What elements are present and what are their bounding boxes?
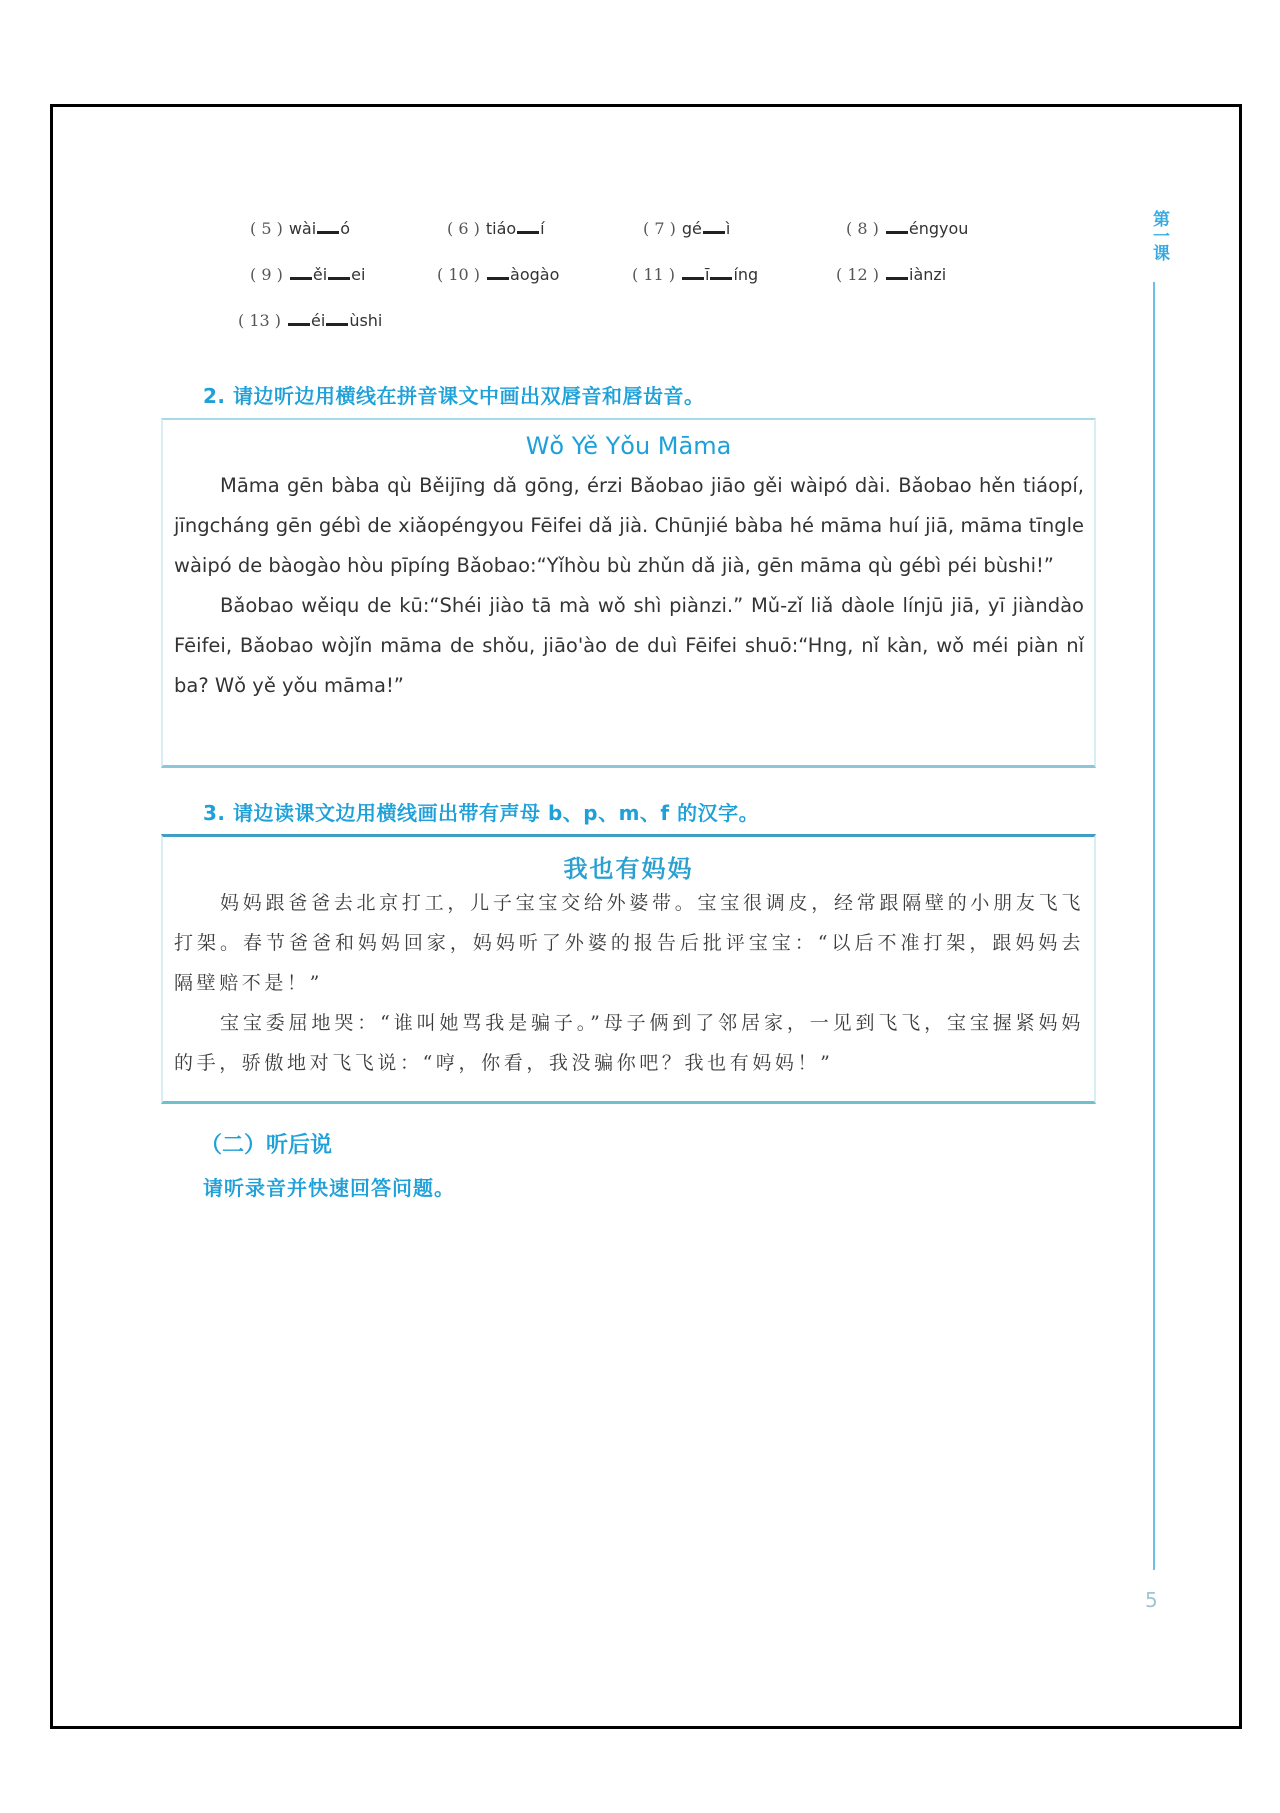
section-heading: （二）听后说 xyxy=(200,1133,333,1158)
pinyin-text-box xyxy=(161,418,1096,768)
pinyin-text: éi xyxy=(311,311,326,330)
chinese-text-box xyxy=(161,834,1096,1104)
item-number: ( 10 ) xyxy=(437,265,481,284)
fill-blank[interactable] xyxy=(290,259,312,280)
pinyin-paragraph: Bǎobao wěiqu de kū:“Shéi jiào tā mà wǒ shì piànzi.” Mǔ-zǐ liǎ dàole línjū jiā, yī jiàndào Fēifei, Bǎobao wòjǐn māma de shǒu, jiāo'ào de duì Fēifei shuō:“Hng, nǐ kàn, wǒ méi piàn nǐ ba? Wǒ yě yǒu māma!” xyxy=(174,594,1084,697)
fill-blank[interactable] xyxy=(703,213,725,234)
item-number: ( 6 ) xyxy=(447,219,480,238)
exercise-3-instruction: 3. 请边读课文边用横线画出带有声母 b、p、m、f 的汉字。 xyxy=(203,801,760,825)
fill-blank[interactable] xyxy=(487,259,509,280)
chapter-label-text: 第一课 xyxy=(1149,210,1169,261)
pinyin-text: àogào xyxy=(510,265,560,284)
exercise-item xyxy=(447,213,545,238)
item-number: ( 9 ) xyxy=(250,265,283,284)
pinyin-text: ùshi xyxy=(349,311,383,330)
pinyin-paragraph: Māma gēn bàba qù Běijīng dǎ gōng, érzi Bǎobao jiāo gěi wàipó dài. Bǎobao hěn tiáopí, jīngcháng gēn gébì de xiǎopéngyou Fēifei dǎ jià. Chūnjié bàba hé māma huí jiā, māma tīngle wàipó de bàogào hòu pīpíng Bǎobao:“Yǐhòu bù zhǔn dǎ jià, gēn māma qù gébì péi bùshi!” xyxy=(174,474,1084,577)
exercise-item xyxy=(846,213,968,238)
item-number: ( 5 ) xyxy=(250,219,283,238)
fill-blank[interactable] xyxy=(710,259,732,280)
fill-blank[interactable] xyxy=(317,213,339,234)
pinyin-text: ì xyxy=(725,219,731,238)
exercise-item xyxy=(632,259,758,284)
pinyin-text: gé xyxy=(681,219,702,238)
fill-blank[interactable] xyxy=(682,259,704,280)
section-instruction: 请听录音并快速回答问题。 xyxy=(203,1176,455,1200)
item-number: ( 13 ) xyxy=(238,311,282,330)
pinyin-text: ei xyxy=(351,265,366,284)
exercise-item xyxy=(836,259,946,284)
pinyin-text: ó xyxy=(340,219,350,238)
pinyin-text: íng xyxy=(733,265,759,284)
pinyin-text: éngyou xyxy=(908,219,969,238)
chinese-text-title: 我也有妈妈 xyxy=(563,854,694,883)
exercise-item xyxy=(643,213,730,238)
pinyin-text: ěi xyxy=(312,265,328,284)
fill-blank[interactable] xyxy=(886,259,908,280)
fill-blank[interactable] xyxy=(328,259,350,280)
pinyin-text-title: Wǒ Yě Yǒu Māma xyxy=(525,432,732,460)
exercise-2-instruction: 2. 请边听边用横线在拼音课文中画出双唇音和唇齿音。 xyxy=(203,384,705,408)
chapter-label xyxy=(1147,210,1171,267)
item-number: ( 8 ) xyxy=(846,219,879,238)
item-number: ( 12 ) xyxy=(836,265,880,284)
fill-blank[interactable] xyxy=(288,305,310,326)
pinyin-text: tiáo xyxy=(485,219,517,238)
pinyin-text: iànzi xyxy=(909,265,947,284)
item-number: ( 11 ) xyxy=(632,265,676,284)
pinyin-text: wài xyxy=(288,219,317,238)
pinyin-text: í xyxy=(540,219,545,238)
exercise-item xyxy=(437,259,559,284)
pinyin-text: ī xyxy=(705,265,710,284)
fill-blank[interactable] xyxy=(517,213,539,234)
fill-blank[interactable] xyxy=(886,213,908,234)
item-number: ( 7 ) xyxy=(643,219,676,238)
fill-blank[interactable] xyxy=(326,305,348,326)
sidebar-divider xyxy=(1153,282,1155,1570)
chinese-paragraph: 妈妈跟爸爸去北京打工，儿子宝宝交给外婆带。宝宝很调皮，经常跟隔壁的小朋友飞飞打架。春节爸爸和妈妈回家，妈妈听了外婆的报告后批评宝宝：“以后不准打架，跟妈妈去隔壁赔不是！” xyxy=(174,892,1084,994)
exercise-item xyxy=(250,213,350,238)
exercise-item xyxy=(250,259,365,284)
exercise-item xyxy=(238,305,382,330)
page-number: 5 xyxy=(1145,1588,1158,1612)
chinese-paragraph: 宝宝委屈地哭：“谁叫她骂我是骗子。”母子俩到了邻居家，一见到飞飞，宝宝握紧妈妈的手，骄傲地对飞飞说：“哼，你看，我没骗你吧？我也有妈妈！” xyxy=(174,1012,1084,1074)
